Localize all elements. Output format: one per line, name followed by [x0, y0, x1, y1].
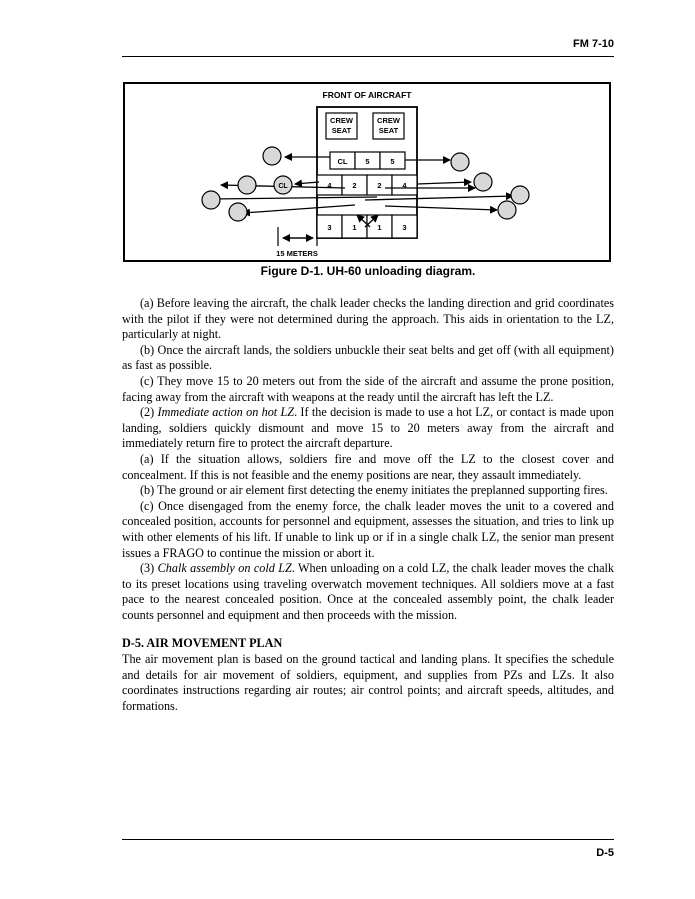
subheading-hot-lz: Immediate action on hot LZ [157, 405, 295, 420]
paragraph: (c) Once disengaged from the enemy force, the chalk leader moves the unit to a covered and concealed position, accounts for personnel and equipment, assesses the situation, and tries to link up with other elements of his lift. If unable to link up or if in a single chalk LZ, the senior man present issues a FRAGO to continue the mission or abort it. [122, 498, 614, 560]
paragraph: (c) They move 15 to 20 meters out from the side of the aircraft and assume the prone position, facing away from the aircraft with weapons at the ready until the aircraft has left the LZ. [122, 373, 614, 404]
paragraph: (a) Before leaving the aircraft, the chalk leader checks the landing direction and grid coordinates with the pilot if they were not determined during the approach. This aids in orientation to the LZ, particularly at night. [122, 296, 614, 342]
paragraph: (b) The ground or air element first detecting the enemy initiates the preplanned supporting fires. [140, 483, 608, 498]
figure-caption: Figure D-1. UH-60 unloading diagram. [260, 264, 476, 278]
svg-text:5: 5 [390, 157, 395, 166]
unloading-diagram [123, 82, 611, 262]
running-header: FM 7-10 [573, 38, 614, 50]
front-of-aircraft-label: FRONT OF AIRCRAFT [322, 90, 412, 100]
paragraph: The air movement plan is based on the ground tactical and landing plans. It specifies the schedule and details for air movement of soldiers, equipment, and supplies from PZs and LZs. It also coordinates instructions regarding air routes; air control points; and aircraft speeds, altitudes, and formations. [122, 652, 614, 713]
svg-text:1: 1 [377, 223, 382, 232]
svg-text:CREW: CREW [377, 116, 400, 125]
paragraph: (a) If the situation allows, soldiers fire and move off the LZ to the closest cover and concealment. If this is not feasible and the enemy positions are near, they assault immediately. [122, 451, 614, 482]
svg-text:2: 2 [352, 181, 357, 190]
svg-text:4: 4 [402, 181, 407, 190]
header-rule [122, 56, 614, 57]
svg-text:SEAT: SEAT [331, 126, 352, 135]
svg-text:CL: CL [337, 157, 348, 166]
svg-text:SEAT: SEAT [378, 126, 399, 135]
body-text [122, 296, 614, 714]
svg-text:CL: CL [278, 183, 288, 190]
paragraph: (b) Once the aircraft lands, the soldiers unbuckle their seat belts and get off (with all equipment) as fast as possible. [122, 342, 614, 373]
svg-text:3: 3 [402, 223, 407, 232]
svg-text:5: 5 [365, 157, 370, 166]
svg-text:3: 3 [327, 223, 332, 232]
footer-rule [122, 839, 614, 840]
paragraph: (2) Immediate action on hot LZ. If the decision is made to use a hot LZ, or contact is made upon landing, soldiers quickly dismount and move 15 to 20 meters away from the aircraft and immediately return fire to protect the aircraft departure. [122, 405, 614, 451]
svg-text:4: 4 [327, 181, 332, 190]
paragraph: (3) Chalk assembly on cold LZ. When unloading on a cold LZ, the chalk leader moves the chalk to its preset locations using traveling overwatch movement techniques. All soldiers move at a fast pace to the nearest concealed position. Once at the concealed assembly point, the chalk leader counts personnel and equipment and then proceeds with the mission. [122, 561, 614, 622]
section-heading: D-5. AIR MOVEMENT PLAN [122, 636, 283, 651]
svg-text:CREW: CREW [330, 116, 353, 125]
svg-text:2: 2 [377, 181, 382, 190]
distance-label: 15 METERS [276, 249, 318, 258]
subheading-cold-lz: Chalk assembly on cold LZ [157, 561, 292, 576]
svg-text:1: 1 [352, 223, 357, 232]
distance-indicator [278, 227, 317, 246]
page-number: D-5 [596, 847, 614, 859]
